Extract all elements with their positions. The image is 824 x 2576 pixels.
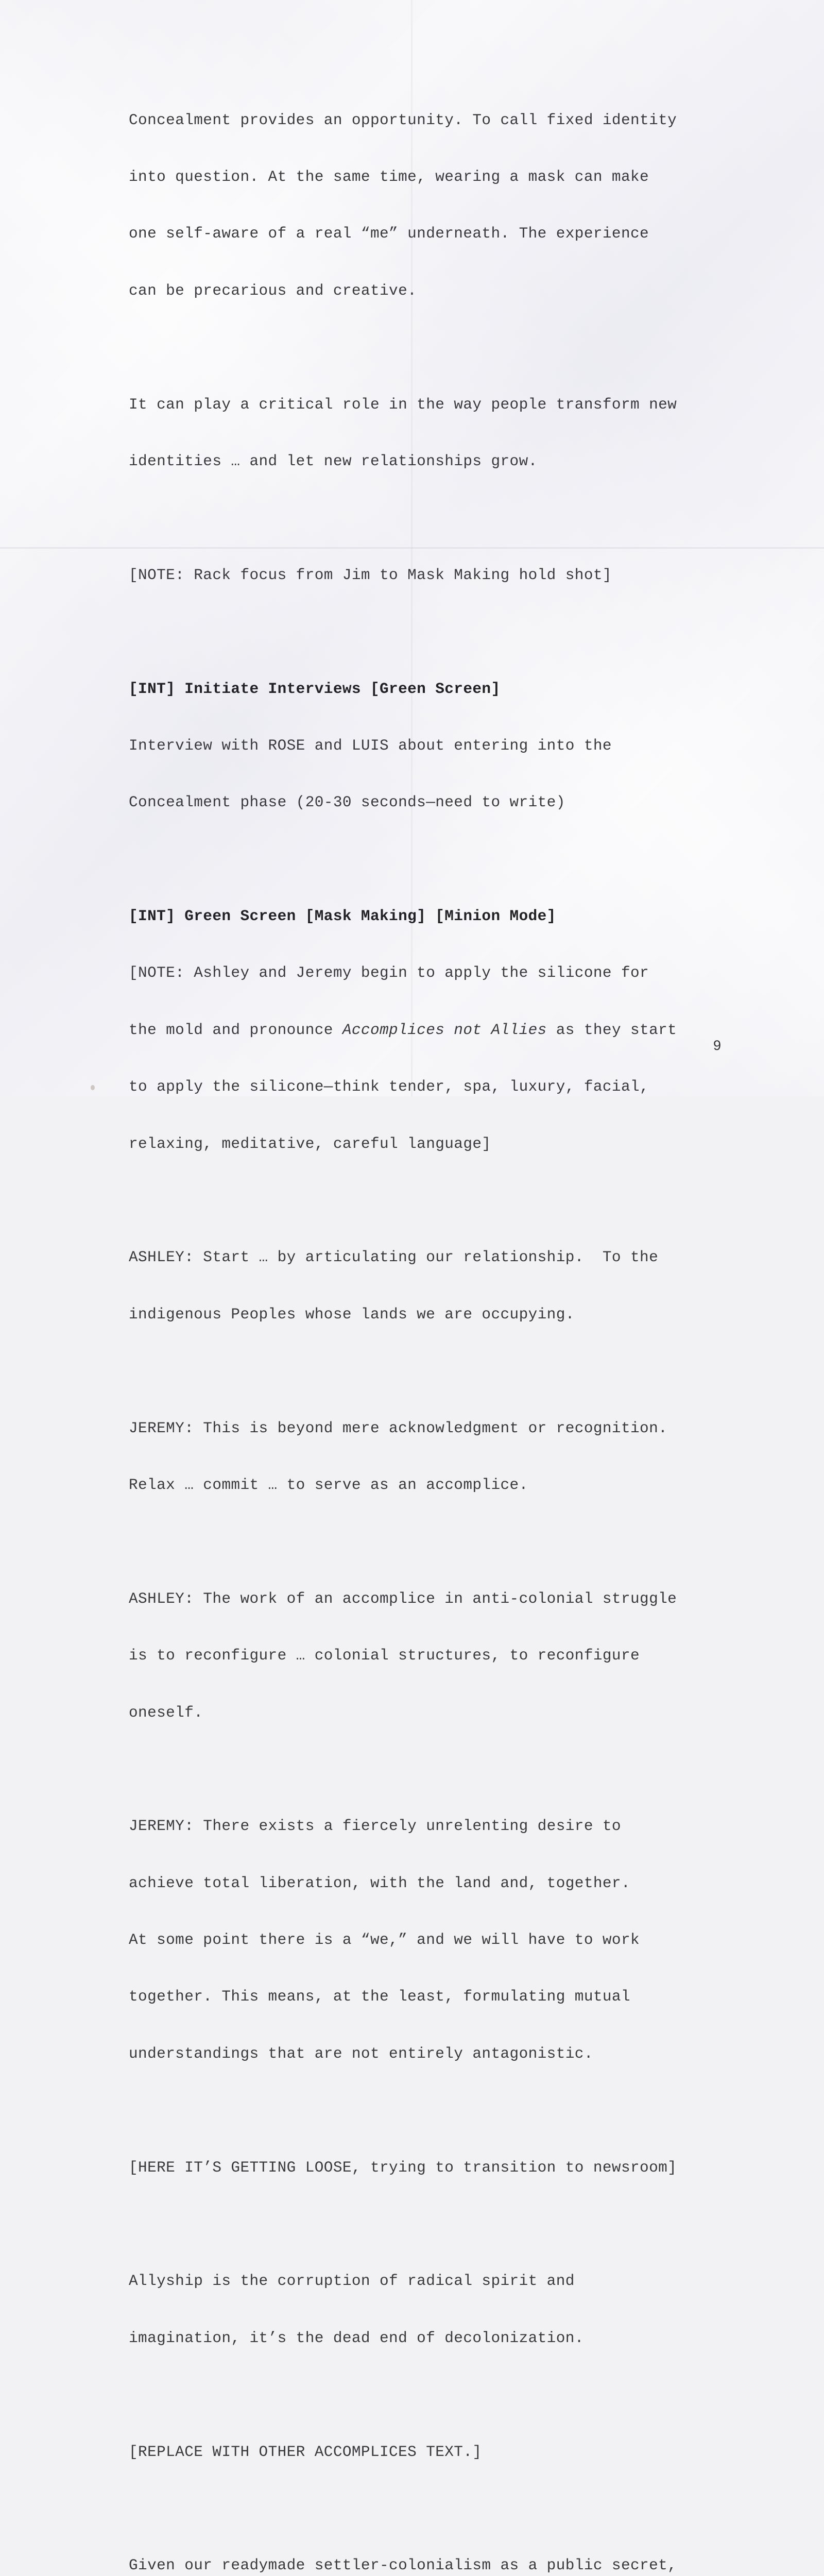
dialogue-paragraph bbox=[129, 1211, 721, 1362]
text-line: Concealment provides an opportunity. To call fixed identity bbox=[129, 111, 677, 129]
paragraph bbox=[129, 2234, 721, 2386]
text-line: ASHLEY: The work of an accomplice in anti-colonial struggle bbox=[129, 1590, 677, 1607]
scene-paragraph bbox=[129, 642, 721, 851]
text-segment: as they start bbox=[546, 1021, 677, 1039]
text-line: can be precarious and creative. bbox=[129, 282, 417, 299]
note-paragraph bbox=[129, 2121, 721, 2215]
note-paragraph bbox=[129, 528, 721, 623]
text-line: together. This means, at the least, formulating mutual bbox=[129, 1988, 631, 2006]
text-line: into question. At the same time, wearing a mask can make bbox=[129, 168, 649, 185]
text-line-with-italic bbox=[129, 1021, 721, 1040]
text-line: ASHLEY: Start … by articulating our relationship. To the bbox=[129, 1249, 659, 1266]
text-line: [NOTE: Rack focus from Jim to Mask Making hold shot] bbox=[129, 566, 612, 584]
text-line: At some point there is a “we,” and we will have to work bbox=[129, 1931, 640, 1949]
paragraph bbox=[129, 2519, 721, 2576]
text-line: imagination, it’s the dead end of decolonization. bbox=[129, 2329, 584, 2347]
text-line: JEREMY: There exists a fiercely unrelenting desire to bbox=[129, 1818, 621, 1835]
text-line: understandings that are not entirely antagonistic. bbox=[129, 2045, 593, 2062]
text-line: one self-aware of a real “me” underneath. The experience bbox=[129, 225, 649, 243]
dialogue-paragraph bbox=[129, 1552, 721, 1760]
italic-phrase: Accomplices not Allies bbox=[342, 1021, 547, 1039]
dialogue-paragraph bbox=[129, 1780, 721, 2102]
text-line: achieve total liberation, with the land and, together. bbox=[129, 1874, 631, 1892]
scene-heading: [INT] Green Screen [Mask Making] [Minion Mode] bbox=[129, 908, 556, 925]
text-line: identities … and let new relationships grow. bbox=[129, 452, 538, 470]
text-line: is to reconfigure … colonial structures, to reconfigure bbox=[129, 1647, 640, 1665]
paragraph bbox=[129, 358, 721, 509]
text-line: [REPLACE WITH OTHER ACCOMPLICES TEXT.] bbox=[129, 2443, 482, 2461]
document-body bbox=[129, 73, 721, 2576]
page-number: 9 bbox=[713, 1038, 722, 1053]
text-line: [HERE IT’S GETTING LOOSE, trying to transition to newsroom] bbox=[129, 2159, 677, 2176]
dialogue-paragraph bbox=[129, 1381, 721, 1533]
text-line: Given our readymade settler-colonialism as a public secret, bbox=[129, 2557, 677, 2574]
text-line: Relax … commit … to serve as an accomplice. bbox=[129, 1476, 528, 1494]
paper-speck bbox=[91, 1085, 95, 1090]
text-segment: the mold and pronounce bbox=[129, 1021, 342, 1039]
text-line: indigenous Peoples whose lands we are occupying. bbox=[129, 1306, 575, 1323]
text-line: Interview with ROSE and LUIS about entering into the bbox=[129, 737, 612, 754]
scene-paragraph bbox=[129, 869, 721, 1192]
text-line: to apply the silicone—think tender, spa, luxury, facial, bbox=[129, 1078, 649, 1096]
scene-heading: [INT] Initiate Interviews [Green Screen] bbox=[129, 680, 501, 698]
text-line: JEREMY: This is beyond mere acknowledgment or recognition. bbox=[129, 1419, 668, 1437]
text-line: relaxing, meditative, careful language] bbox=[129, 1135, 491, 1153]
text-line: [NOTE: Ashley and Jeremy begin to apply the silicone for bbox=[129, 964, 649, 982]
note-paragraph bbox=[129, 2405, 721, 2500]
text-line: Concealment phase (20-30 seconds—need to write) bbox=[129, 794, 565, 811]
text-line: It can play a critical role in the way people transform new bbox=[129, 396, 677, 413]
text-line: oneself. bbox=[129, 1704, 203, 1721]
paragraph bbox=[129, 73, 721, 338]
text-line: Allyship is the corruption of radical spirit and bbox=[129, 2273, 575, 2290]
